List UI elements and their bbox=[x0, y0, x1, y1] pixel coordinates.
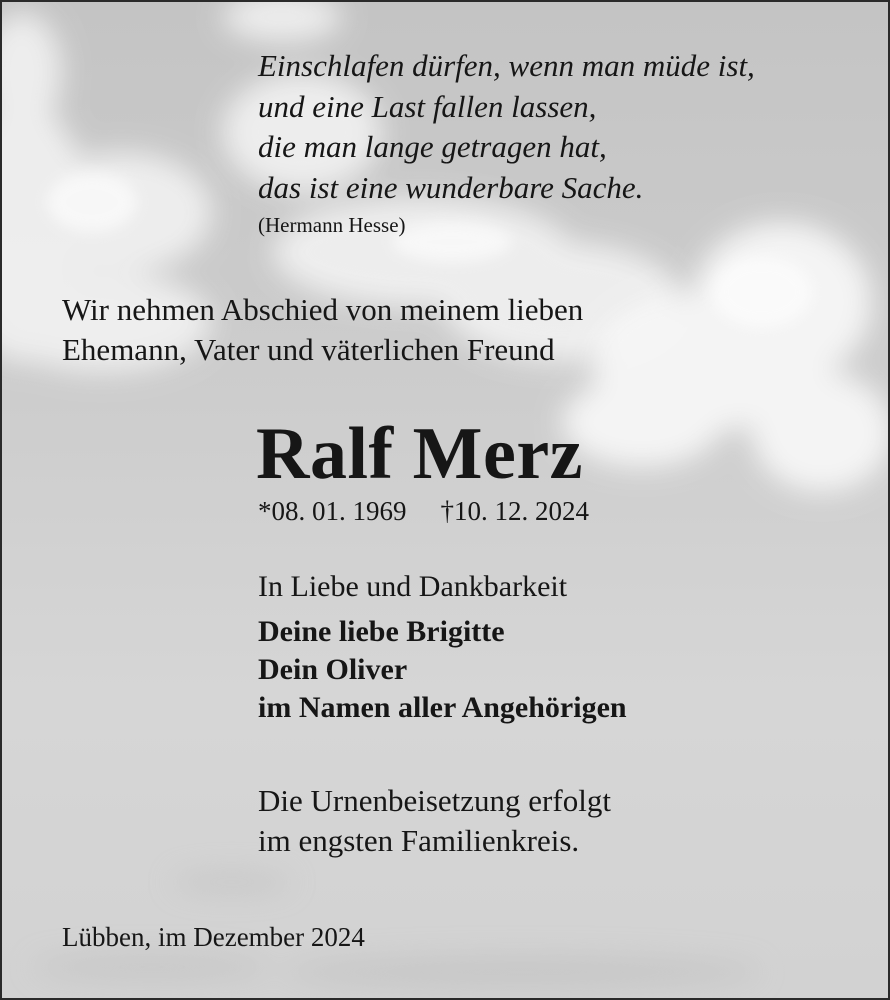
mourners-list bbox=[258, 613, 627, 727]
poem-line: die man lange getragen hat, bbox=[258, 129, 607, 164]
poem-line: Einschlafen dürfen, wenn man müde ist, bbox=[258, 48, 755, 83]
life-dates bbox=[258, 494, 589, 528]
poem-author: (Hermann Hesse) bbox=[258, 213, 406, 237]
farewell-intro bbox=[62, 290, 583, 370]
poem-line: und eine Last fallen lassen, bbox=[258, 88, 597, 124]
poem-line: das ist eine wunderbare Sache. bbox=[258, 169, 644, 205]
place-date: Lübben, im Dezember 2024 bbox=[62, 922, 365, 952]
mourner-name: im Namen aller Angehörigen bbox=[258, 691, 627, 724]
intro-line: Ehemann, Vater und väterlichen Freund bbox=[62, 332, 555, 367]
mourners-intro: In Liebe und Dankbarkeit bbox=[258, 570, 568, 603]
poem bbox=[258, 46, 755, 208]
mourner-name: Dein Oliver bbox=[258, 653, 408, 686]
burial-line: im engsten Familienkreis. bbox=[258, 823, 580, 858]
death-date: †10. 12. 2024 bbox=[440, 496, 589, 526]
mourner-name: Deine liebe Brigitte bbox=[258, 615, 505, 648]
birth-date: *08. 01. 1969 bbox=[258, 496, 407, 526]
burial-line: Die Urnenbeisetzung erfolgt bbox=[258, 783, 611, 818]
deceased-name: Ralf Merz bbox=[256, 413, 584, 495]
burial-note bbox=[258, 781, 611, 861]
intro-line: Wir nehmen Abschied von meinem lieben bbox=[62, 292, 584, 327]
